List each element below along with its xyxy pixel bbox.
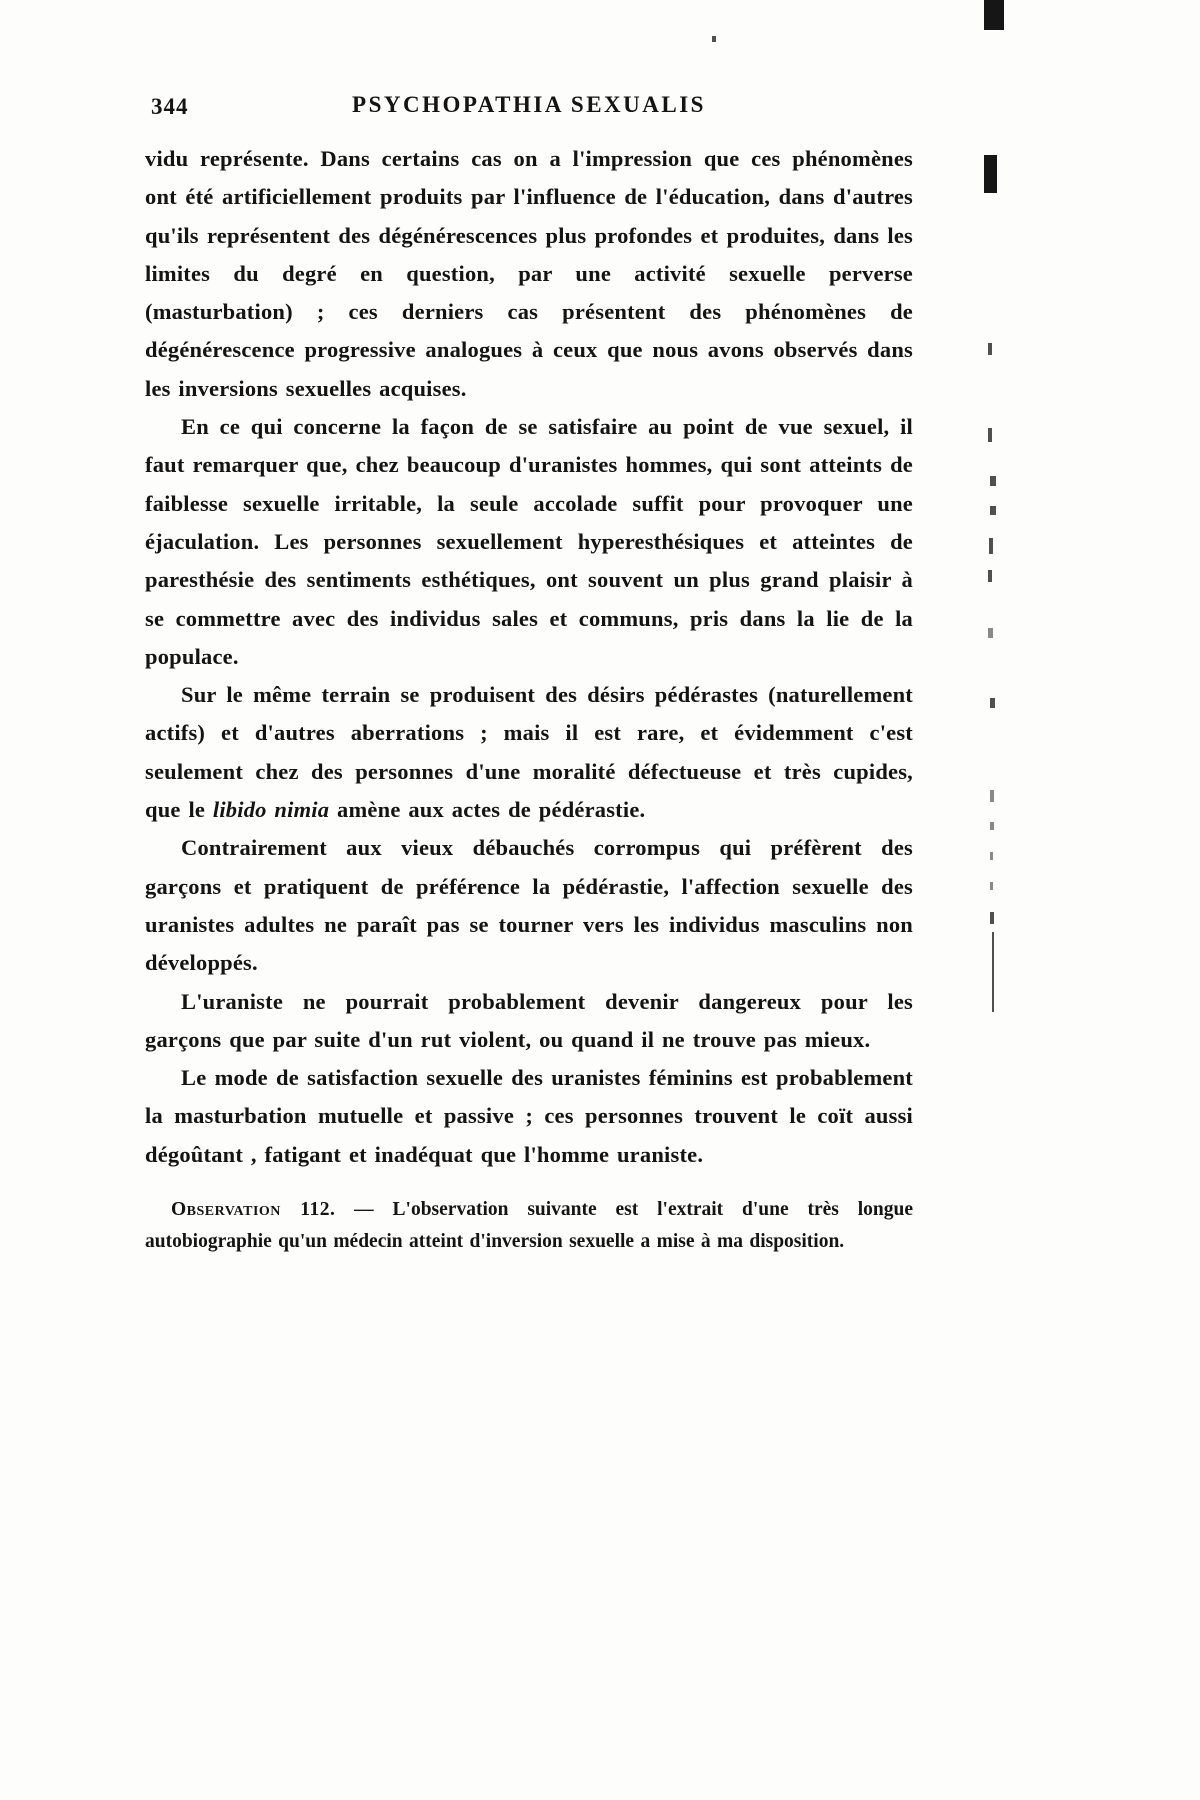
scan-artifact bbox=[990, 476, 996, 486]
scan-artifact bbox=[984, 155, 997, 193]
paragraph-2: En ce qui concerne la façon de se satisfaire au point de vue sexuel, il faut remarquer que, chez beaucoup d'uranistes hommes, qui sont atteints de faiblesse sexuelle irritable, la seule accolade suffit pour provoquer une éjaculation. Les personnes sexuellement hyperesthésiques et atteintes de paresthésie des sentiments esthétiques, ont souvent un plus grand plaisir à se commettre avec des individus sales et communs, pris dans la lie de la populace. bbox=[145, 414, 913, 669]
running-title: PSYCHOPATHIA SEXUALIS bbox=[352, 92, 706, 117]
observation-112 bbox=[145, 1194, 913, 1257]
observation-label: Observation 112. bbox=[171, 1199, 336, 1221]
scan-artifact bbox=[992, 932, 994, 1012]
observation-text: — L'observation suivante est l'extrait d'une très longue autobiographie qu'un médecin atteint d'inversion sexuelle a mise à ma disposition. bbox=[145, 1199, 913, 1252]
scan-artifact bbox=[989, 538, 993, 554]
paragraph-1: vidu représente. Dans certains cas on a l'impression que ces phénomènes ont été artificiellement produits par l'influence de l'éducation, dans d'autres qu'ils représentent des dégénérescences plus profondes et produites, dans les limites du degré en question, par une activité sexuelle perverse (masturbation) ; ces derniers cas présentent des phénomènes de dégénérescence progressive analogues à ceux que nous avons observés dans les inversions sexuelles acquises. bbox=[145, 146, 913, 401]
scan-artifact bbox=[990, 912, 994, 924]
page-number: 344 bbox=[151, 94, 189, 119]
scan-artifact bbox=[990, 506, 996, 515]
paragraph-4: Contrairement aux vieux débauchés corrompus qui préfèrent des garçons et pratiquent de préférence la pédérastie, l'affection sexuelle des uranistes adultes ne paraît pas se tourner vers les individus masculins non développés. bbox=[145, 835, 913, 976]
scan-artifact bbox=[990, 882, 993, 890]
paragraph-3 bbox=[145, 676, 913, 829]
paragraph-3-latin-term: libido nimia bbox=[212, 797, 330, 823]
scan-artifact bbox=[990, 790, 994, 802]
scan-artifact bbox=[988, 628, 993, 638]
scan-artifact bbox=[988, 428, 992, 442]
paragraph-3-text-end: amène aux actes de pédérastie. bbox=[329, 797, 646, 823]
scan-artifact bbox=[990, 698, 995, 708]
scan-artifact bbox=[984, 0, 1004, 30]
scan-artifact bbox=[988, 570, 992, 582]
scan-artifact bbox=[990, 822, 994, 830]
paragraph-6: Le mode de satisfaction sexuelle des uranistes féminins est probablement la masturbation mutuelle et passive ; ces personnes trouvent le coït aussi dégoûtant , fatigant et inadéquat que l'homme uraniste. bbox=[145, 1065, 913, 1167]
scan-artifact bbox=[988, 343, 992, 355]
paragraph-5: L'uraniste ne pourrait probablement devenir dangereux pour les garçons que par suite d'un rut violent, ou quand il ne trouve pas mieux. bbox=[145, 988, 913, 1052]
scan-artifact bbox=[990, 852, 993, 860]
page-body bbox=[145, 140, 913, 1257]
scan-artifact bbox=[712, 36, 716, 42]
paragraph-3-text: Sur le même terrain se produisent des désirs pédérastes (naturellement actifs) et d'autres aberrations ; mais il est rare, et évidemment c'est seulement chez des personnes d'une moralité défectueuse et très cupides, que le bbox=[145, 682, 913, 823]
page-header bbox=[145, 92, 913, 126]
